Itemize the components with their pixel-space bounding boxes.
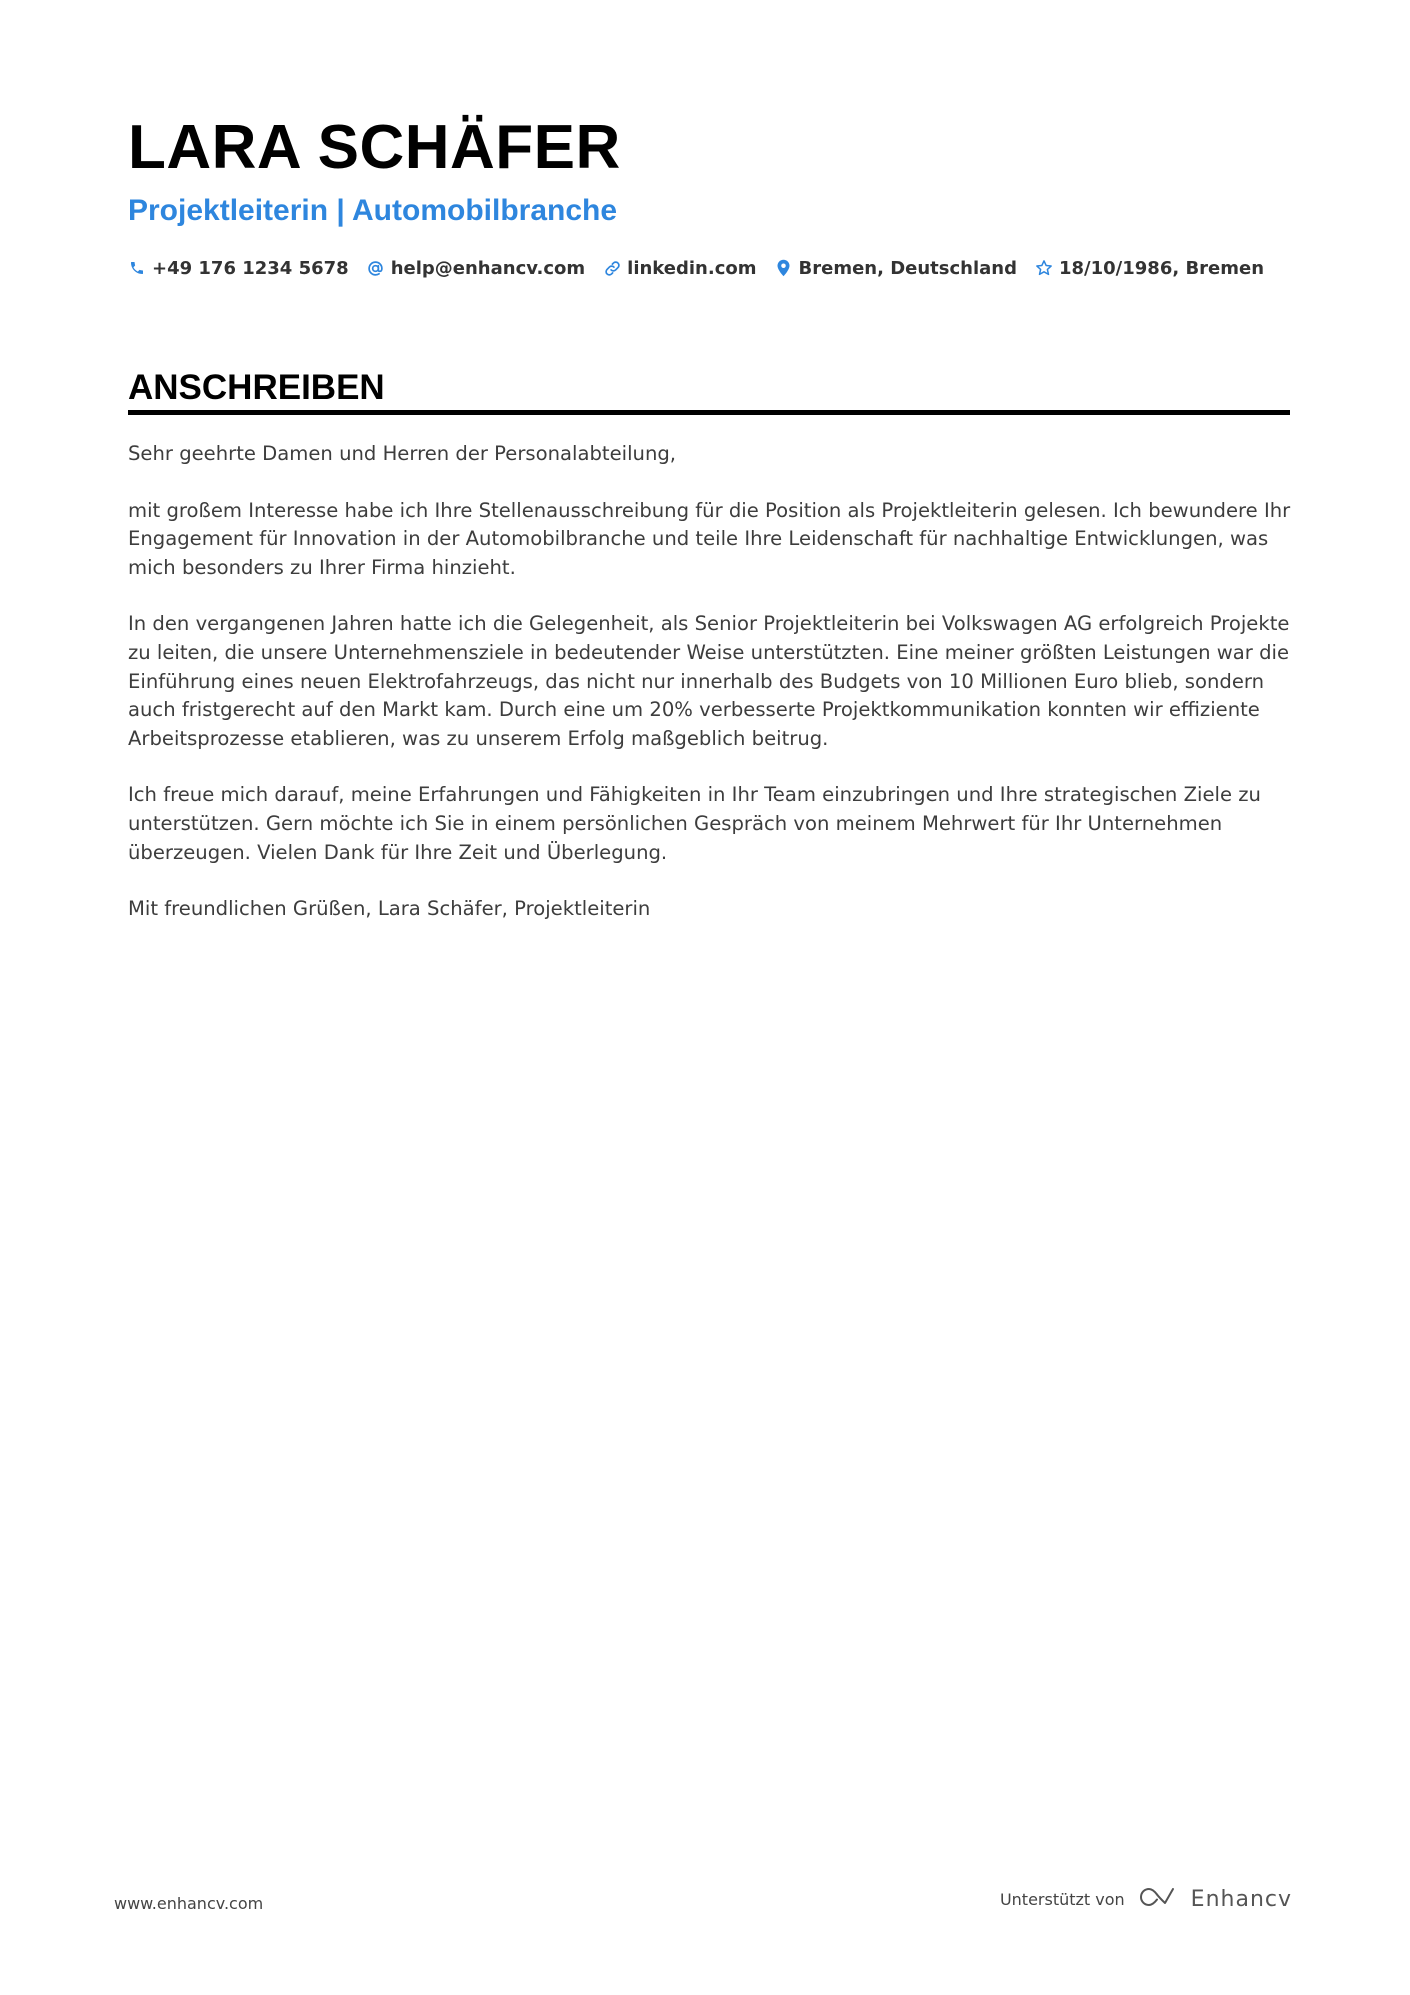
footer-powered-by[interactable] (1000, 1884, 1292, 1914)
footer-website-link[interactable]: www.enhancv.com (114, 1894, 264, 1913)
contact-linkedin-text: linkedin.com (627, 257, 757, 279)
contact-phone-text: +49 176 1234 5678 (152, 257, 349, 279)
section-title: ANSCHREIBEN (128, 368, 385, 407)
letter-body (128, 440, 1298, 952)
contact-birth-text: 18/10/1986, Bremen (1059, 257, 1265, 279)
letter-paragraph: mit großem Interesse habe ich Ihre Stellenausschreibung für die Position als Projektleiterin gelesen. Ich bewundere Ihr Engagement für Innovation in der Automobilbranche und teile Ihre Leidenschaft für nachhaltige Entwicklungen, was mich besonders zu Ihrer Firma hinzieht. (128, 498, 1291, 579)
letter-closing: Mit freundlichen Grüßen, Lara Schäfer, Projektleiterin (128, 897, 651, 921)
contact-location-text: Bremen, Deutschland (798, 257, 1017, 279)
star-icon (1035, 259, 1053, 277)
letter-paragraph: In den vergangenen Jahren hatte ich die Gelegenheit, als Senior Projektleiterin bei Volkswagen AG erfolgreich Projekte zu leiten, die unsere Unternehmensziele in bedeutender Weise unterstützten. Eine meiner größten Leistungen war die Einführung eines neuen Elektrofahrzeugs, das nicht nur innerhalb des Budgets von 10 Millionen Euro blieb, sondern auch fristgerecht auf den Markt kam. Durch eine um 20% verbesserte Projektkommunikation konnten wir effiziente Arbeitsprozesse etablieren, was zu unserem Erfolg maßgeblich beitrug. (128, 612, 1290, 750)
contact-email-text: help@enhancv.com (390, 257, 586, 279)
link-icon (603, 259, 621, 277)
contact-linkedin[interactable] (603, 258, 756, 279)
at-icon (367, 259, 385, 277)
contact-location (775, 258, 1017, 279)
letter-salutation: Sehr geehrte Damen und Herren der Personalabteilung, (128, 442, 677, 465)
powered-by-label: Unterstützt von (999, 1889, 1125, 1909)
section-divider (128, 410, 1290, 415)
location-pin-icon (775, 259, 793, 277)
enhancv-brand: Enhancv (1190, 1886, 1292, 1912)
candidate-name: LARA SCHÄFER (128, 113, 621, 182)
contact-phone[interactable] (128, 258, 349, 279)
contact-birth (1035, 258, 1264, 279)
phone-icon (128, 259, 146, 277)
enhancv-logo-icon (1137, 1884, 1183, 1914)
job-title: Projektleiterin | Automobilbranche (128, 194, 618, 227)
contact-email[interactable] (367, 258, 585, 279)
contact-bar (128, 253, 1282, 283)
letter-paragraph: Ich freue mich darauf, meine Erfahrungen und Fähigkeiten in Ihr Team einzubringen und Ihre strategischen Ziele zu unterstützen. Gern möchte ich Sie in einem persönlichen Gespräch von meinem Mehrwert für Ihr Unternehmen überzeugen. Vielen Dank für Ihre Zeit und Überlegung. (128, 783, 1261, 864)
